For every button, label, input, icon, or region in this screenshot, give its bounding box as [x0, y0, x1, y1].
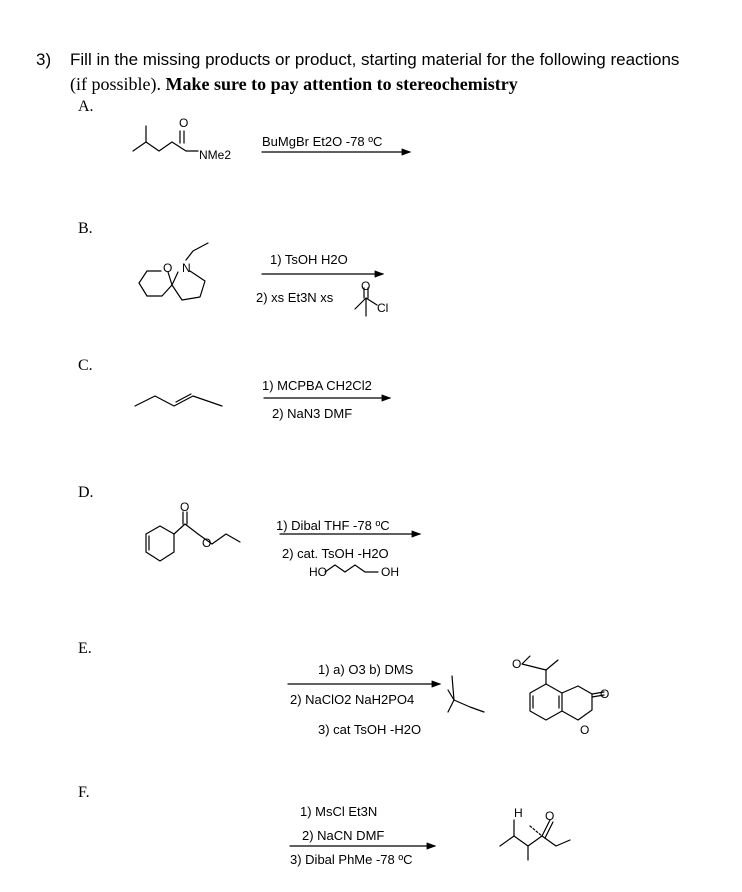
atom-d-ho: HO — [309, 565, 327, 579]
question-number: 3) — [36, 50, 52, 69]
molecule-e — [448, 656, 604, 720]
label-c: C. — [78, 357, 93, 374]
atom-b-acyl-o: O — [361, 279, 371, 293]
atom-d-ester-o: O — [202, 536, 212, 550]
atom-b-n: N — [182, 261, 191, 275]
question-text: Fill in the missing products or product, starting material for the following reactions — [70, 50, 680, 69]
conditions-d-1: 1) Dibal THF -78 ºC — [276, 518, 390, 533]
atom-a-o: O — [179, 116, 189, 130]
atom-e-ring-o: O — [580, 723, 590, 737]
atom-b-ring-o: O — [163, 261, 173, 275]
label-a: A. — [78, 98, 94, 115]
atom-d-carbonyl-o: O — [180, 500, 190, 514]
molecule-d — [146, 512, 378, 572]
conditions-e-2: 2) NaClO2 NaH2PO4 — [290, 692, 415, 707]
atom-d-oh: OH — [381, 565, 399, 579]
molecule-f — [500, 820, 570, 860]
conditions-a: BuMgBr Et2O -78 ºC — [262, 134, 383, 149]
molecule-c — [135, 394, 222, 406]
atom-e-ketone-o: O — [512, 657, 522, 671]
atom-f-o: O — [545, 809, 555, 823]
question-emphasis: Make sure to pay attention to stereochemistry — [165, 74, 518, 94]
conditions-c-1: 1) MCPBA CH2Cl2 — [262, 378, 372, 393]
label-d: D. — [78, 484, 94, 501]
atom-b-cl: Cl — [377, 301, 389, 315]
molecule-a — [133, 126, 198, 151]
atom-e-lactone-o: O — [600, 687, 610, 701]
label-b: B. — [78, 220, 93, 237]
label-f: F. — [78, 784, 90, 801]
conditions-b-2: 2) xs Et3N xs — [256, 290, 334, 305]
molecule-b — [139, 243, 377, 316]
label-e: E. — [78, 640, 92, 657]
conditions-f-1: 1) MsCl Et3N — [300, 804, 378, 819]
conditions-b-1: 1) TsOH H2O — [270, 252, 348, 267]
atom-a-nme2: NMe2 — [199, 148, 232, 162]
conditions-d-2: 2) cat. TsOH -H2O — [282, 546, 389, 561]
conditions-e-3: 3) cat TsOH -H2O — [318, 722, 422, 737]
conditions-e-1: 1) a) O3 b) DMS — [318, 662, 414, 677]
conditions-c-2: 2) NaN3 DMF — [272, 406, 353, 421]
atom-f-h: H — [514, 806, 523, 820]
question-note: (if possible). — [70, 74, 161, 94]
conditions-f-2: 2) NaCN DMF — [302, 828, 385, 843]
conditions-f-3: 3) Dibal PhMe -78 ºC — [290, 852, 413, 867]
